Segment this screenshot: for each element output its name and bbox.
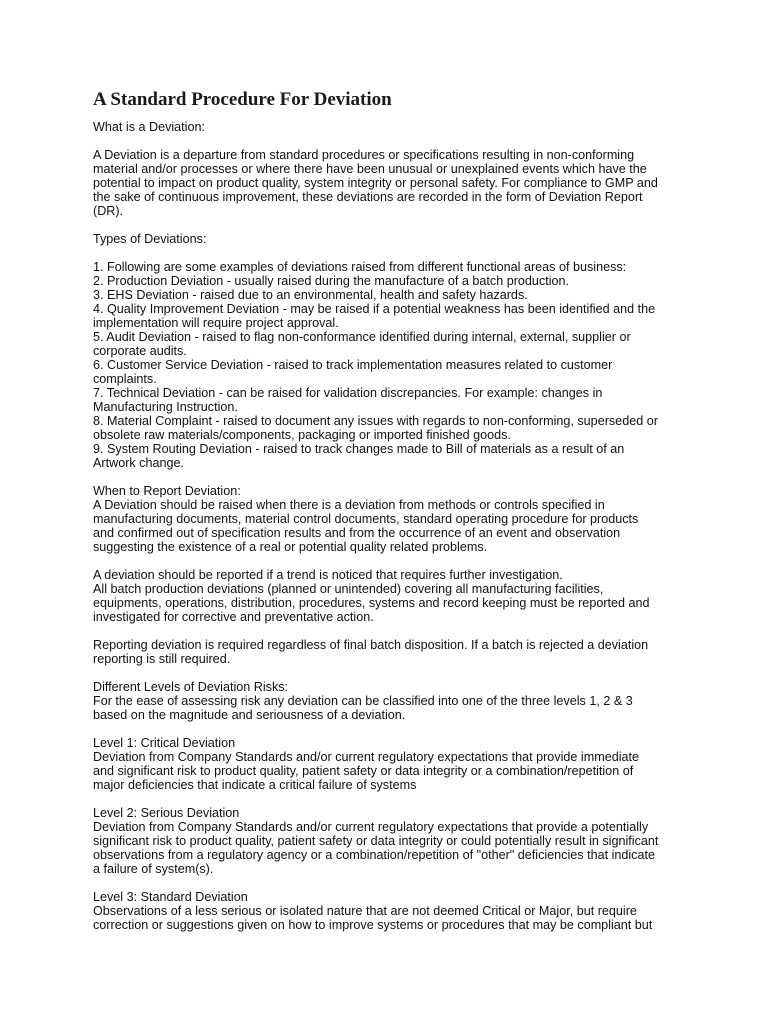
list-item: corporate audits. — [93, 344, 187, 358]
document-page — [93, 88, 683, 932]
text-line: equipments, operations, distribution, procedures, systems and record keeping must be reported and — [93, 596, 650, 610]
list-item: obsolete raw materials/components, packaging or imported finished goods. — [93, 428, 511, 442]
list-item: 4. Quality Improvement Deviation - may be raised if a potential weakness has been identified and the — [93, 302, 656, 316]
types-list — [93, 260, 683, 470]
trend-paragraph — [93, 568, 683, 624]
text-line: Deviation from Company Standards and/or current regulatory expectations that provide immediate — [93, 750, 640, 764]
text-line: A deviation should be reported if a trend is noticed that requires further investigation. — [93, 568, 563, 582]
level-heading: Level 1: Critical Deviation — [93, 736, 236, 750]
text-line: major deficiencies that indicate a critical failure of systems — [93, 778, 417, 792]
text-line: and confirmed out of specification results and from the occurrence of an event and observation — [93, 526, 621, 540]
text-line: correction or suggestions given on how to improve systems or procedures that may be compliant but — [93, 918, 653, 932]
text-line: investigated for corrective and preventative action. — [93, 610, 374, 624]
text-line: Reporting deviation is required regardless of final batch disposition. If a batch is rejected a deviation — [93, 638, 649, 652]
text-line: significant risk to product quality, patient safety or data integrity or could potentially result in significant — [93, 834, 659, 848]
text-line: material and/or processes or where there have been unusual or unexplained events which have the — [93, 162, 647, 176]
reporting-paragraph — [93, 638, 683, 666]
list-item: 3. EHS Deviation - raised due to an environmental, health and safety hazards. — [93, 288, 528, 302]
list-item: Artwork change. — [93, 456, 184, 470]
when-to-report-section — [93, 484, 683, 554]
text-line: All batch production deviations (planned or unintended) covering all manufacturing facilities, — [93, 582, 604, 596]
level-2-section — [93, 806, 683, 876]
text-line: observations from a regulatory agency or a combination/repetition of "other" deficiencies that indicate — [93, 848, 655, 862]
list-item: 2. Production Deviation - usually raised during the manufacture of a batch production. — [93, 274, 570, 288]
text-line: For the ease of assessing risk any deviation can be classified into one of the three levels 1, 2 & 3 — [93, 694, 633, 708]
text-line: suggesting the existence of a real or potential quality related problems. — [93, 540, 488, 554]
list-item: 7. Technical Deviation - can be raised for validation discrepancies. For example: changes in — [93, 386, 603, 400]
what-heading: What is a Deviation: — [93, 120, 205, 134]
list-item: 8. Material Complaint - raised to document any issues with regards to non-conforming, superseded or — [93, 414, 658, 428]
text-line: manufacturing documents, material control documents, standard operating procedure for products — [93, 512, 639, 526]
level-heading: Level 2: Serious Deviation — [93, 806, 240, 820]
section-heading: When to Report Deviation: — [93, 484, 241, 498]
risk-levels-section — [93, 680, 683, 722]
text-line: reporting is still required. — [93, 652, 231, 666]
document-title: A Standard Procedure For Deviation — [93, 89, 392, 110]
definition-paragraph — [93, 148, 683, 218]
list-item: implementation will require project approval. — [93, 316, 339, 330]
list-item: Manufacturing Instruction. — [93, 400, 238, 414]
section-heading: Different Levels of Deviation Risks: — [93, 680, 289, 694]
level-3-section — [93, 890, 683, 932]
text-line: and significant risk to product quality, patient safety or data integrity or a combination/repetition of — [93, 764, 634, 778]
text-line: (DR). — [93, 204, 124, 218]
list-item: 5. Audit Deviation - raised to flag non-conformance identified during internal, external, supplier or — [93, 330, 631, 344]
list-item: 1. Following are some examples of deviations raised from different functional areas of business: — [93, 260, 627, 274]
level-1-section — [93, 736, 683, 792]
text-line: Observations of a less serious or isolated nature that are not deemed Critical or Major, but require — [93, 904, 637, 918]
text-line: A Deviation is a departure from standard procedures or specifications resulting in non-conforming — [93, 148, 635, 162]
list-item: 6. Customer Service Deviation - raised to track implementation measures related to customer — [93, 358, 613, 372]
text-line: the sake of continuous improvement, these deviations are recorded in the form of Deviation Report — [93, 190, 643, 204]
list-item: complaints. — [93, 372, 157, 386]
level-heading: Level 3: Standard Deviation — [93, 890, 248, 904]
list-item: 9. System Routing Deviation - raised to track changes made to Bill of materials as a result of an — [93, 442, 625, 456]
text-line: a failure of system(s). — [93, 862, 214, 876]
text-line: A Deviation should be raised when there is a deviation from methods or controls specified in — [93, 498, 605, 512]
types-heading: Types of Deviations: — [93, 232, 207, 246]
text-line: potential to impact on product quality, system integrity or personal safety. For compliance to GMP and — [93, 176, 658, 190]
text-line: based on the magnitude and seriousness of a deviation. — [93, 708, 406, 722]
text-line: Deviation from Company Standards and/or current regulatory expectations that provide a potentially — [93, 820, 649, 834]
